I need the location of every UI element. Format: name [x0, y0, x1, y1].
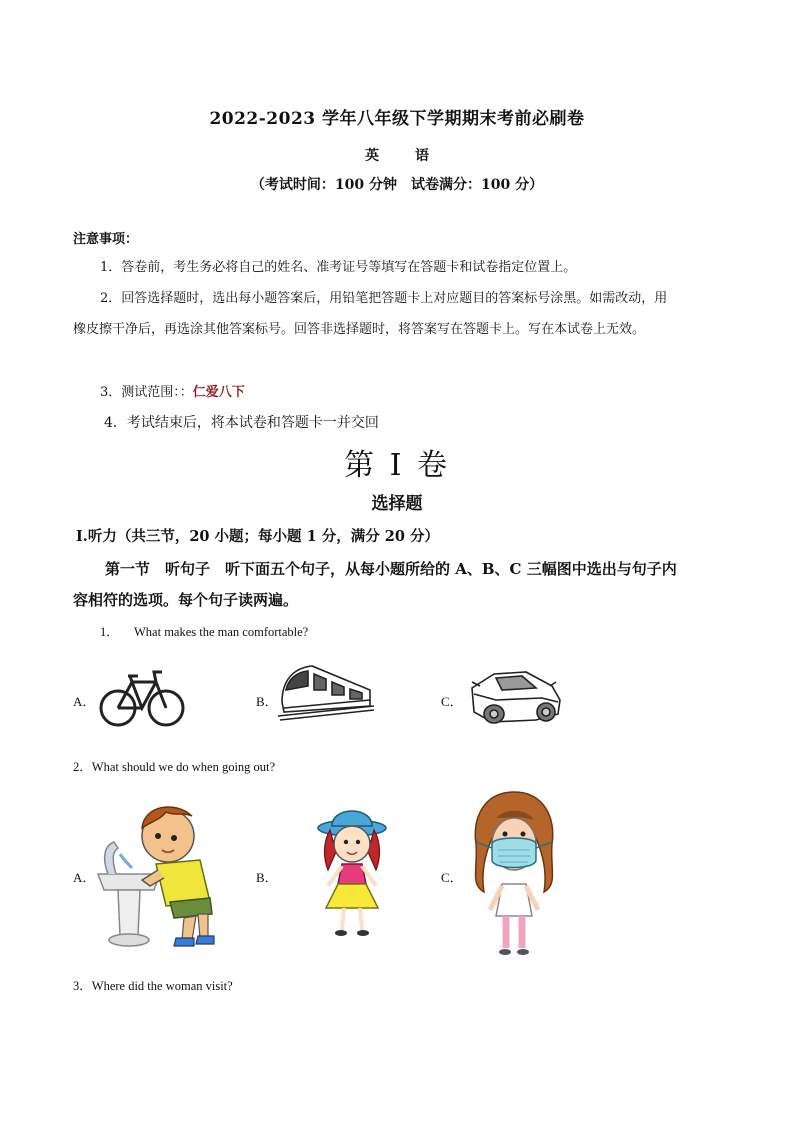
boy-washing-hands-icon: [94, 798, 218, 950]
option-label-2c: C．: [441, 870, 463, 885]
bicycle-icon: [98, 666, 188, 730]
option-label-1a: A．: [73, 694, 96, 709]
question-2: 2．What should we do when going out?: [73, 760, 276, 774]
notes-title: 注意事项：: [73, 232, 139, 247]
test-scope: 仁爱八下: [192, 385, 245, 400]
option-label-1c: C．: [441, 694, 463, 709]
girl-with-mask-icon: [466, 788, 562, 960]
question-1: 1． What makes the man comfortable?: [100, 625, 309, 639]
option-label-2a: A．: [73, 870, 96, 885]
listening-instruction: 第一节 听句子 听下面五个句子，从每小题所给的 A、B、C 三幅图中选出与句子内容相符的选项。每个句子读两遍。: [73, 560, 677, 609]
volume-title: 第 I 卷: [344, 448, 450, 483]
note-item-1: 1．答卷前，考生务必将自己的姓名、准考证号等填写在答题卡和试卷指定位置上。: [100, 260, 577, 275]
exam-time-info: （考试时间：100 分钟 试卷满分：100 分）: [250, 177, 544, 193]
option-label-1b: B．: [256, 694, 278, 709]
listening-part-title: Ⅰ.听力（共三节，20 小题；每小题 1 分，满分 20 分）: [76, 528, 440, 545]
girl-with-hat-icon: [316, 800, 388, 940]
train-icon: [278, 662, 374, 724]
section-title: 选择题: [371, 494, 423, 514]
question-3: 3．Where did the woman visit?: [73, 979, 233, 993]
note-item-2: 2．回答选择题时，选出每小题答案后，用铅笔把答题卡上对应题目的答案标号涂黑。如需改动，用橡皮擦干净后，再选涂其他答案标号。回答非选择题时，将答案写在答题卡上。写在本试卷上无效。: [73, 291, 668, 337]
note-item-3: 3．测试范围：：仁爱八下: [100, 385, 245, 400]
page-title: 2022-2023 学年八年级下学期期末考前必刷卷: [209, 109, 585, 129]
car-icon: [466, 664, 562, 728]
note-item-4: 4．考试结束后，将本试卷和答题卡一并交回: [104, 415, 379, 431]
subject-label: 英 语: [365, 148, 429, 164]
option-label-2b: B．: [256, 870, 278, 885]
